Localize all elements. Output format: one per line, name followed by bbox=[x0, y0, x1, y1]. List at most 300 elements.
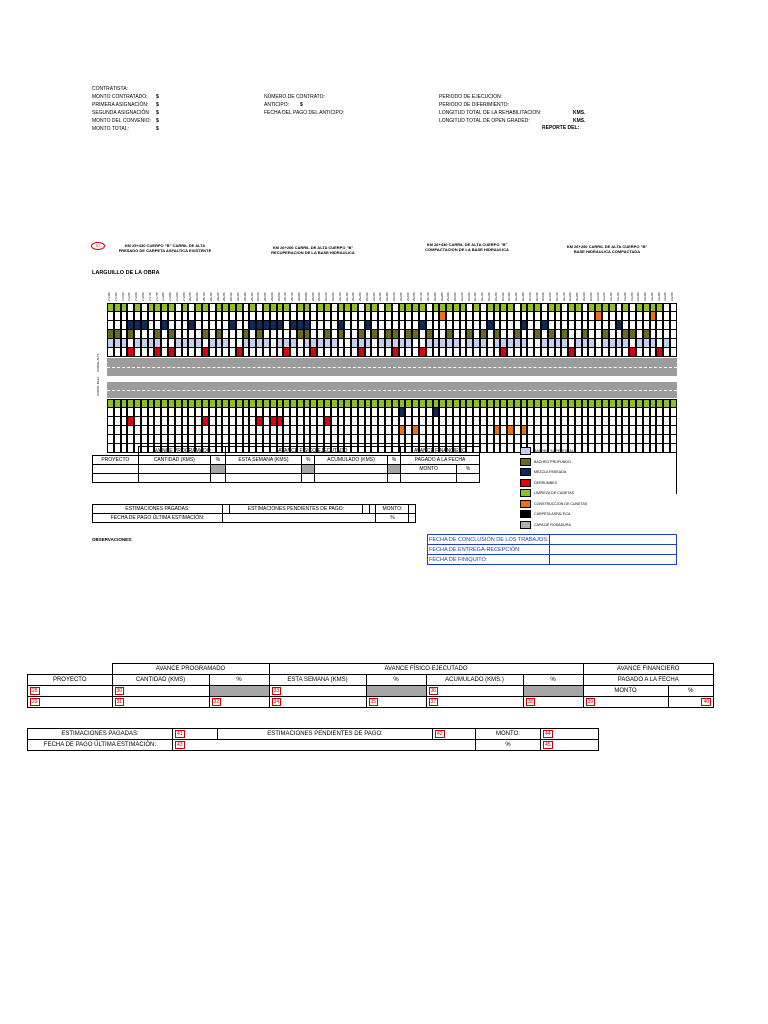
grid-cell bbox=[500, 408, 507, 417]
grid-cell bbox=[107, 426, 114, 435]
grid-cell bbox=[480, 330, 487, 339]
grid-cell bbox=[656, 426, 663, 435]
grid-cell bbox=[595, 435, 602, 444]
grid-cell bbox=[548, 312, 555, 321]
grid-cell bbox=[636, 348, 643, 357]
cell bbox=[369, 505, 376, 514]
grid-cell bbox=[283, 435, 290, 444]
road-lane-bottom bbox=[107, 382, 677, 398]
km-tick-label: 30+950 bbox=[589, 292, 593, 301]
grid-cell bbox=[602, 417, 609, 426]
grid-cell bbox=[568, 399, 575, 408]
grid-row bbox=[107, 408, 677, 417]
grid-cell bbox=[385, 330, 392, 339]
grid-cell bbox=[304, 339, 311, 348]
cell-44: 44 bbox=[541, 729, 599, 740]
cell bbox=[315, 474, 388, 483]
grid-cell bbox=[324, 399, 331, 408]
grid-cell bbox=[419, 435, 426, 444]
grid-cell bbox=[209, 417, 216, 426]
legend-item bbox=[520, 457, 587, 468]
grid-cell bbox=[588, 399, 595, 408]
grid-cell bbox=[324, 426, 331, 435]
info-label: ANTICIPO: bbox=[264, 102, 290, 108]
grid-cell bbox=[290, 399, 297, 408]
grid-cell bbox=[582, 339, 589, 348]
cell bbox=[363, 505, 370, 514]
grid-cell bbox=[514, 321, 521, 330]
grid-cell bbox=[399, 348, 406, 357]
est-fecha-label: FECHA DE PAGO ÚLTIMA ESTIMACIÓN: bbox=[28, 740, 173, 751]
grid-cell bbox=[399, 426, 406, 435]
grid-cell bbox=[670, 312, 677, 321]
grid-cell bbox=[195, 408, 202, 417]
grid-cell bbox=[595, 426, 602, 435]
grid-cell bbox=[521, 426, 528, 435]
grid-cell bbox=[622, 417, 629, 426]
grid-cell bbox=[256, 435, 263, 444]
th-acumulado: ACUMULADO (KMS.) bbox=[426, 675, 523, 686]
grid-cell bbox=[650, 303, 657, 312]
grid-cell bbox=[534, 435, 541, 444]
grid-cell bbox=[656, 303, 663, 312]
grid-cell bbox=[473, 417, 480, 426]
grid-cell bbox=[405, 426, 412, 435]
grid-cell bbox=[202, 408, 209, 417]
grid-cell bbox=[494, 417, 501, 426]
grid-cell bbox=[263, 417, 270, 426]
report-label: REPORTE DEL: bbox=[542, 125, 580, 131]
cell bbox=[366, 686, 426, 697]
grid-cell bbox=[663, 330, 670, 339]
grid-cell bbox=[297, 330, 304, 339]
grid-cell bbox=[466, 417, 473, 426]
grid-cell bbox=[575, 408, 582, 417]
grid-cell bbox=[392, 312, 399, 321]
grid-cell bbox=[433, 435, 440, 444]
grid-cell bbox=[168, 312, 175, 321]
grid-cell bbox=[568, 408, 575, 417]
grid-cell bbox=[385, 339, 392, 348]
grid-cell bbox=[182, 408, 189, 417]
grid-cell bbox=[616, 330, 623, 339]
th-avance-programado: AVANCE PROGRAMADO bbox=[138, 447, 225, 456]
grid-cell bbox=[304, 435, 311, 444]
grid-cell bbox=[182, 312, 189, 321]
grid-cell bbox=[148, 426, 155, 435]
grid-cell bbox=[453, 399, 460, 408]
cell-32: 32 bbox=[209, 697, 269, 708]
grid-cell bbox=[270, 303, 277, 312]
grid-cell bbox=[283, 417, 290, 426]
grid-cell bbox=[643, 303, 650, 312]
grid-cell bbox=[202, 426, 209, 435]
grid-cell bbox=[548, 339, 555, 348]
grid-cell bbox=[439, 408, 446, 417]
grid-cell bbox=[507, 444, 514, 453]
grid-cell bbox=[338, 312, 345, 321]
grid-cell bbox=[141, 435, 148, 444]
grid-cell bbox=[507, 408, 514, 417]
grid-cell bbox=[249, 348, 256, 357]
grid-cell bbox=[548, 303, 555, 312]
grid-cell bbox=[575, 348, 582, 357]
grid-cell bbox=[399, 312, 406, 321]
grid-cell bbox=[514, 426, 521, 435]
grid-cell bbox=[270, 426, 277, 435]
grid-cell bbox=[399, 321, 406, 330]
grid-cell bbox=[622, 339, 629, 348]
grid-cell bbox=[114, 330, 121, 339]
grid-cell bbox=[500, 399, 507, 408]
grid-cell bbox=[575, 426, 582, 435]
grid-cell bbox=[270, 435, 277, 444]
grid-cell bbox=[134, 408, 141, 417]
grid-cell bbox=[561, 312, 568, 321]
grid-cell bbox=[561, 417, 568, 426]
cell bbox=[138, 474, 210, 483]
grid-cell bbox=[127, 348, 134, 357]
grid-cell bbox=[209, 408, 216, 417]
grid-cell bbox=[541, 435, 548, 444]
grid-cell bbox=[127, 408, 134, 417]
grid-cell bbox=[636, 312, 643, 321]
cell bbox=[93, 465, 139, 474]
grid-cell bbox=[575, 339, 582, 348]
grid-cell bbox=[616, 399, 623, 408]
grid-cell bbox=[541, 330, 548, 339]
grid-cell bbox=[446, 408, 453, 417]
grid-cell bbox=[351, 417, 358, 426]
info-label: MONTO TOTAL: bbox=[92, 126, 129, 132]
fecha-conclusion-value[interactable] bbox=[550, 535, 677, 545]
grid-cell bbox=[378, 417, 385, 426]
grid-cell bbox=[331, 303, 338, 312]
grid-cell bbox=[297, 399, 304, 408]
grid-cell bbox=[290, 312, 297, 321]
grid-cell bbox=[358, 330, 365, 339]
info-label: MONTO DEL CONVENIO: bbox=[92, 118, 151, 124]
grid-cell bbox=[236, 435, 243, 444]
grid-cell bbox=[507, 417, 514, 426]
grid-cell bbox=[500, 417, 507, 426]
grid-cell bbox=[385, 321, 392, 330]
grid-cell bbox=[385, 417, 392, 426]
grid-cell bbox=[256, 321, 263, 330]
grid-cell bbox=[310, 321, 317, 330]
grid-cell bbox=[629, 426, 636, 435]
grid-row bbox=[107, 312, 677, 321]
grid-cell bbox=[134, 417, 141, 426]
legend-item bbox=[520, 509, 587, 520]
grid-cell bbox=[561, 321, 568, 330]
grid-cell bbox=[650, 312, 657, 321]
km-tick-label: 31+050 bbox=[603, 292, 607, 301]
grid-cell bbox=[636, 399, 643, 408]
est-pagadas-label: ESTIMACIONES PAGADAS: bbox=[28, 729, 173, 740]
grid-cell bbox=[161, 408, 168, 417]
grid-cell bbox=[663, 312, 670, 321]
grid-cell bbox=[378, 312, 385, 321]
grid-cell bbox=[182, 303, 189, 312]
fecha-entrega-value[interactable] bbox=[550, 545, 677, 555]
grid-cell bbox=[304, 303, 311, 312]
km-tick-label: 28+450 bbox=[250, 292, 254, 301]
grid-cell bbox=[575, 330, 582, 339]
km-tick-label: 28+700 bbox=[284, 292, 288, 301]
fecha-entrega-label: FECHA DE ENTREGA-RECEPCIÓN: bbox=[428, 545, 550, 555]
grid-cell bbox=[161, 312, 168, 321]
info-value: $ bbox=[300, 102, 303, 108]
grid-cell bbox=[304, 312, 311, 321]
grid-cell bbox=[622, 408, 629, 417]
grid-cell bbox=[622, 426, 629, 435]
grid-cell bbox=[222, 417, 229, 426]
info-label: PERIODO DE EJECUCION: bbox=[439, 94, 503, 100]
grid-cell bbox=[446, 426, 453, 435]
grid-cell bbox=[507, 435, 514, 444]
grid-cell bbox=[426, 321, 433, 330]
grid-cell bbox=[141, 426, 148, 435]
grid-cell bbox=[548, 399, 555, 408]
grid-cell bbox=[555, 348, 562, 357]
grid-cell bbox=[494, 339, 501, 348]
est-monto-label: MONTO: bbox=[376, 505, 409, 514]
km-tick-label: 28+650 bbox=[277, 292, 281, 301]
legend-swatch bbox=[520, 521, 531, 529]
grid-cell bbox=[548, 321, 555, 330]
grid-cell bbox=[188, 321, 195, 330]
grid-cell bbox=[127, 312, 134, 321]
grid-cell bbox=[107, 348, 114, 357]
grid-cell bbox=[527, 339, 534, 348]
grid-cell bbox=[473, 321, 480, 330]
largullo-title: LARGUILLO DE LA OBRA bbox=[92, 270, 160, 276]
grid-cell bbox=[338, 426, 345, 435]
grid-cell bbox=[514, 417, 521, 426]
grid-cell bbox=[616, 339, 623, 348]
grid-cell bbox=[114, 399, 121, 408]
grid-cell bbox=[371, 348, 378, 357]
grid-cell bbox=[365, 426, 372, 435]
legend-swatch bbox=[520, 458, 531, 466]
legend-swatch bbox=[520, 510, 531, 518]
grid-cell bbox=[466, 330, 473, 339]
km-tick-label: 28+400 bbox=[243, 292, 247, 301]
grid-cell bbox=[290, 426, 297, 435]
grid-cell bbox=[324, 339, 331, 348]
grid-cell bbox=[602, 330, 609, 339]
cell-33: 33 bbox=[269, 686, 366, 697]
grid-cell bbox=[480, 435, 487, 444]
grid-cell bbox=[507, 348, 514, 357]
grid-cell bbox=[588, 303, 595, 312]
grid-row bbox=[107, 417, 677, 426]
grid-cell bbox=[527, 312, 534, 321]
grid-cell bbox=[487, 330, 494, 339]
grid-cell bbox=[371, 312, 378, 321]
grid-cell bbox=[480, 426, 487, 435]
cell bbox=[210, 465, 225, 474]
grid-cell bbox=[263, 339, 270, 348]
grid-cell bbox=[148, 435, 155, 444]
grid-cell bbox=[494, 348, 501, 357]
grid-cell bbox=[161, 321, 168, 330]
grid-row bbox=[107, 348, 677, 357]
grid-cell bbox=[629, 444, 636, 453]
grid-cell bbox=[263, 330, 270, 339]
grid-cell bbox=[195, 321, 202, 330]
grid-cell bbox=[249, 408, 256, 417]
grid-cell bbox=[643, 348, 650, 357]
grid-cell bbox=[534, 303, 541, 312]
grid-cell bbox=[412, 435, 419, 444]
grid-row bbox=[107, 321, 677, 330]
grid-cell bbox=[277, 321, 284, 330]
grid-cell bbox=[555, 321, 562, 330]
th-pct: % bbox=[366, 675, 426, 686]
grid-cell bbox=[148, 417, 155, 426]
grid-cell bbox=[609, 339, 616, 348]
grid-cell bbox=[134, 426, 141, 435]
grid-cell bbox=[182, 330, 189, 339]
grid-cell bbox=[392, 303, 399, 312]
grid-cell bbox=[636, 435, 643, 444]
grid-cell bbox=[582, 426, 589, 435]
grid-cell bbox=[277, 435, 284, 444]
grid-cell bbox=[473, 303, 480, 312]
info-value: $ bbox=[156, 102, 159, 108]
grid-cell bbox=[548, 330, 555, 339]
grid-cell bbox=[121, 435, 128, 444]
grid-cell bbox=[290, 408, 297, 417]
th-monto: MONTO bbox=[400, 465, 456, 474]
info-value: KMS. bbox=[573, 118, 586, 124]
grid-cell bbox=[480, 321, 487, 330]
est-fecha-label: FECHA DE PAGO ÚLTIMA ESTIMACIÓN: bbox=[93, 514, 223, 523]
grid-cell bbox=[568, 417, 575, 426]
grid-cell bbox=[568, 348, 575, 357]
km-tick-label: 29+000 bbox=[325, 292, 329, 301]
grid-cell bbox=[460, 408, 467, 417]
th-avance-programado: AVANCE PROGRAMADO bbox=[112, 664, 269, 675]
grid-cell bbox=[351, 303, 358, 312]
grid-cell bbox=[243, 330, 250, 339]
grid-cell bbox=[595, 417, 602, 426]
km-tick-label: 27+400 bbox=[108, 292, 111, 301]
grid-cell bbox=[310, 408, 317, 417]
grid-cell bbox=[310, 399, 317, 408]
grid-cell bbox=[568, 312, 575, 321]
grid-cell bbox=[209, 312, 216, 321]
km-tick-label: 27+900 bbox=[175, 292, 179, 301]
th-esta-semana: ESTA SEMANA (KMS) bbox=[269, 675, 366, 686]
grid-cell bbox=[656, 348, 663, 357]
grid-cell bbox=[209, 303, 216, 312]
info-row bbox=[92, 126, 159, 134]
th-avance-financiero: AVANCE FINANCIERO bbox=[583, 664, 714, 675]
grid-cell bbox=[595, 348, 602, 357]
grid-cell bbox=[656, 399, 663, 408]
km-tick-label: 27+850 bbox=[169, 292, 173, 301]
grid-cell bbox=[222, 339, 229, 348]
grid-cell bbox=[249, 399, 256, 408]
cell bbox=[222, 505, 229, 514]
grid-cell bbox=[161, 330, 168, 339]
info-row bbox=[264, 94, 325, 102]
grid-cell bbox=[412, 426, 419, 435]
grid-cell bbox=[141, 312, 148, 321]
grid-cell bbox=[216, 321, 223, 330]
grid-cell bbox=[561, 399, 568, 408]
grid-cell bbox=[317, 339, 324, 348]
est-pagadas-label: ESTIMACIONES PAGADAS: bbox=[93, 505, 223, 514]
legend-label: MEZCLA PASEADA bbox=[534, 470, 567, 475]
km-ticks bbox=[107, 283, 677, 303]
grid-cell bbox=[344, 348, 351, 357]
grid-cell bbox=[297, 408, 304, 417]
grid-cell bbox=[222, 312, 229, 321]
grid-cell bbox=[643, 417, 650, 426]
grid-cell bbox=[609, 408, 616, 417]
grid-cell bbox=[378, 321, 385, 330]
fecha-finiquito-value[interactable] bbox=[550, 555, 677, 565]
grid-cell bbox=[582, 312, 589, 321]
km-tick-label: 30+550 bbox=[535, 292, 539, 301]
grid-cell bbox=[568, 435, 575, 444]
th-avance-fisico: AVANCE FÍSICO EJECUTADO bbox=[225, 447, 400, 456]
legend-swatch bbox=[520, 468, 531, 476]
grid-cell bbox=[629, 417, 636, 426]
grid-cell bbox=[175, 426, 182, 435]
grid-cell bbox=[222, 435, 229, 444]
grid-cell bbox=[236, 426, 243, 435]
grid-cell bbox=[392, 330, 399, 339]
grid-cell bbox=[405, 348, 412, 357]
grid-cell bbox=[222, 426, 229, 435]
km-tick-label: 30+300 bbox=[501, 292, 505, 301]
est-pct-label: % bbox=[476, 740, 541, 751]
legend-label: BACHEO PROFUNDO bbox=[534, 459, 571, 464]
grid-cell bbox=[494, 399, 501, 408]
grid-cell bbox=[195, 417, 202, 426]
grid-cell bbox=[304, 408, 311, 417]
grid-cell bbox=[154, 339, 161, 348]
grid-row bbox=[107, 399, 677, 408]
info-label: CONTRATISTA: bbox=[92, 86, 128, 92]
grid-cell bbox=[338, 330, 345, 339]
grid-cell bbox=[195, 330, 202, 339]
grid-cell bbox=[494, 435, 501, 444]
grid-cell bbox=[188, 330, 195, 339]
grid-cell bbox=[433, 303, 440, 312]
km-tick-label: 31+100 bbox=[610, 292, 614, 301]
section-title-3: KM 26+430 CARRIL DE ALTA CUERPO "B" COMPACTACION DE LA BASE HIDRAULICA bbox=[425, 242, 509, 252]
grid-cell bbox=[222, 408, 229, 417]
grid-cell bbox=[229, 399, 236, 408]
grid-cell bbox=[480, 399, 487, 408]
grid-cell bbox=[243, 399, 250, 408]
info-row bbox=[264, 102, 303, 110]
grid-cell bbox=[358, 339, 365, 348]
grid-cell bbox=[636, 417, 643, 426]
cell bbox=[315, 465, 388, 474]
km-tick-label: 28+350 bbox=[236, 292, 240, 301]
grid-cell bbox=[107, 417, 114, 426]
grid-cell bbox=[338, 303, 345, 312]
grid-cell bbox=[622, 303, 629, 312]
grid-cell bbox=[107, 321, 114, 330]
